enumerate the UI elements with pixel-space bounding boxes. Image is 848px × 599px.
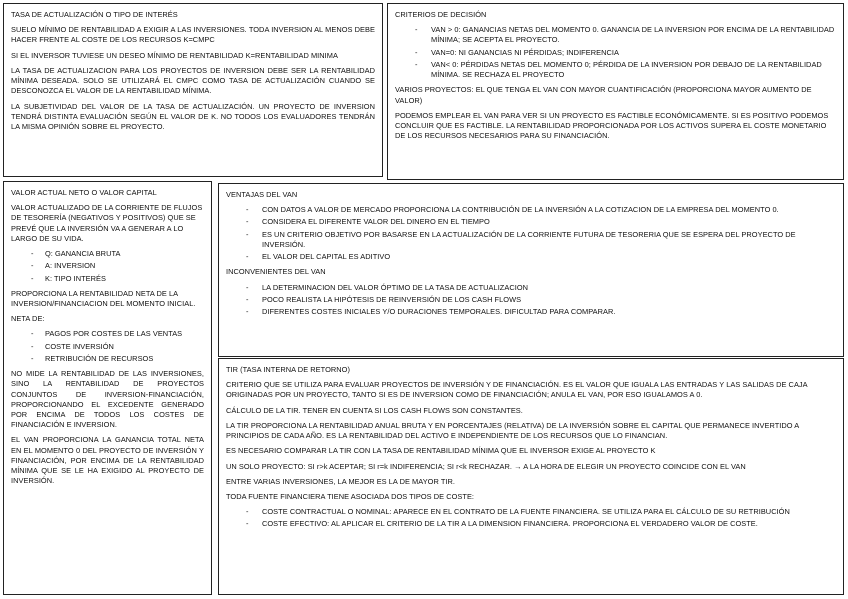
tasa-actualizacion-box xyxy=(3,3,383,177)
ventajas-van-box xyxy=(218,183,844,357)
tasa-title: TASA DE ACTUALIZACIÓN O TIPO DE INTERÉS xyxy=(11,10,178,19)
tir-paragraph-7: TODA FUENTE FINANCIERA TIENE ASOCIADA DOS TIPOS DE COSTE: xyxy=(226,491,475,501)
tir-paragraph-6: ENTRE VARIAS INVERSIONES, LA MEJOR ES LA DE MAYOR TIR. xyxy=(226,476,455,486)
tasa-paragraph-4: LA SUBJETIVIDAD DEL VALOR DE LA TASA DE ACTUALIZACIÓN. UN PROYECTO DE INVERSION TENDRÁ DISTINTA EVALUACIÓN SEGÚN EL VALOR DE K. NO TODOS LOS EVALUADORES TENDRÁN LA MISMA OPINIÓN SOBRE EL PROYECTO. xyxy=(11,101,375,131)
list-item: - CONSIDERA EL DIFERENTE VALOR DEL DINERO EN EL TIEMPO xyxy=(226,217,836,227)
tir-costes-list xyxy=(226,507,836,529)
list-item: - CON DATOS A VALOR DE MERCADO PROPORCIONA LA CONTRIBUCIÓN DE LA INVERSIÓN A LA COTIZACION DE LA EMPRESA DEL MOMENTO 0. xyxy=(226,205,836,215)
list-item: - VAN > 0: GANANCIAS NETAS DEL MOMENTO 0. GANANCIA DE LA INVERSION POR ENCIMA DE LA RENTABILIDAD MÍNIMA; SE ACEPTA EL PROYECTO. xyxy=(395,25,836,45)
list-item: - RETRIBUCIÓN DE RECURSOS xyxy=(11,354,204,364)
ventajas-list xyxy=(226,205,836,262)
list-item: - VAN=0: NI GANANCIAS NI PÉRDIDAS; INDIFERENCIA xyxy=(395,48,836,58)
valor-actual-neto-box xyxy=(3,181,212,595)
list-item: - Q: GANANCIA BRUTA xyxy=(11,249,204,259)
list-item: - POCO REALISTA LA HIPÓTESIS DE REINVERSIÓN DE LOS CASH FLOWS xyxy=(226,295,836,305)
list-item: - COSTE INVERSIÓN xyxy=(11,342,204,352)
van-variables-list xyxy=(11,249,204,284)
tir-paragraph-1: CRITERIO QUE SE UTILIZA PARA EVALUAR PROYECTOS DE INVERSIÓN Y DE FINANCIACIÓN. ES EL VALOR QUE IGUALA LAS ENTRADAS Y LAS SALIDAS DE CAJA ORIGINADAS POR UN PROYECTO, TANTO SI ES DE INVERSION COMO DE FINANCIACIÓN; ANULA EL VAN, POR ESO IGUALAMOS A 0. xyxy=(226,380,808,400)
list-item: - COSTE CONTRACTUAL O NOMINAL: APARECE EN EL CONTRATO DE LA FUENTE FINANCIERA. SE UTILIZA PARA EL CÁLCULO DE SU RETRIBUCIÓN xyxy=(226,507,836,517)
list-item: - K: TIPO INTERÉS xyxy=(11,274,204,284)
tir-paragraph-4: ES NECESARIO COMPARAR LA TIR CON LA TASA DE RENTABILIDAD MÍNIMA QUE EL INVERSOR EXIGE AL PROYECTO K xyxy=(226,446,656,456)
tasa-paragraph-3: LA TASA DE ACTUALIZACION PARA LOS PROYECTOS DE INVERSION DEBE SER LA RENTABILIDAD MÍNIMA DESEADA. SOLO SE UTILIZARÁ EL CMPC COMO TASA DE ACTUALIZACIÓN CUANDO SE DESCONOZCA EL VALOR DE LA RENTABILIDAD MÍNIMA. xyxy=(11,65,375,96)
tir-paragraph-5: UN SOLO PROYECTO: SI r>k ACEPTAR; SI r=k INDIFERENCIA; SI r<k RECHAZAR. → A LA HORA DE ELEGIR UN PROYECTO COINCIDE CON EL VAN xyxy=(226,461,746,471)
tir-paragraph-3: LA TIR PROPORCIONA LA RENTABILIDAD ANUAL BRUTA Y EN PORCENTAJES (RELATIVA) DE LA INVERSIÓN SOBRE EL CAPITAL QUE PERMANECE INVERTIDO A PRINCIPIOS DE CADA AÑO. ES LA RENTABILIDAD DEL ACTIVO E INDEPENDIENTE DE LOS RECURSOS QUE LO FINANCIAN. xyxy=(226,420,799,441)
van-paragraph-3: NO MIDE LA RENTABILIDAD DE LAS INVERSIONES, SINO LA RENTABILIDAD DE PROYECTOS CONJUNTOS DE INVERSION-FINANCIACIÓN, PROPORCIONANDO EL EXCEDENTE GENERADO POR ENCIMA DE TODOS LOS COSTES DE FINANCIACIÓN E INVERSION. xyxy=(11,369,204,430)
criterios-title: CRITERIOS DE DECISIÓN xyxy=(395,10,487,19)
list-item: - DIFERENTES COSTES INICIALES Y/O DURACIONES TEMPORALES. DIFICULTAD PARA COMPARAR. xyxy=(226,307,836,317)
inconvenientes-list xyxy=(226,283,836,318)
criterios-paragraph-2: PODEMOS EMPLEAR EL VAN PARA VER SI UN PROYECTO ES FACTIBLE ECONÓMICAMENTE. SI ES POSITIVO PODEMOS CONCLUIR QUE ES FACTIBLE. LA RENTABILIDAD PROPORCIONADA POR LOS ACTIVOS SUPERA EL COSTE MONETARIO DE LOS RECURSOS NECESARIOS PARA SU FINANCIACIÓN. xyxy=(395,110,829,141)
list-item: - VAN< 0: PÉRDIDAS NETAS DEL MOMENTO 0; PÉRDIDA DE LA INVERSION POR DEBAJO DE LA RENTABILIDAD MÍNIMA. SE RECHAZA EL PROYECTO xyxy=(395,60,836,80)
criterios-list xyxy=(395,25,836,80)
van-paragraph-2: PROPORCIONA LA RENTABILIDAD NETA DE LA INVERSION/FINANCIACION DEL MOMENTO INICIAL. xyxy=(11,288,196,308)
list-item: - PAGOS POR COSTES DE LAS VENTAS xyxy=(11,329,204,339)
inconvenientes-title: INCONVENIENTES DEL VAN xyxy=(226,267,326,277)
tir-title: TIR (TASA INTERNA DE RETORNO) xyxy=(226,365,350,374)
tir-box xyxy=(218,358,844,595)
ventajas-title: VENTAJAS DEL VAN xyxy=(226,190,298,199)
tasa-paragraph-1: SUELO MÍNIMO DE RENTABILIDAD A EXIGIR A LAS INVERSIONES. TODA INVERSION AL MENOS DEBE HACER FRENTE AL COSTE DE LOS RECURSOS K=CMPC xyxy=(11,25,375,45)
criterios-decision-box xyxy=(387,3,844,180)
van-paragraph-4: EL VAN PROPORCIONA LA GANANCIA TOTAL NETA EN EL MOMENTO 0 DEL PROYECTO DE INVERSIÓN Y FINANCIACIÓN, POR ENCIMA DE LA RENTABILIDAD MÍNIMA QUE SE LE HA EXIGIDO AL PROYECTO DE INVERSIÓN. xyxy=(11,435,204,486)
van-neta-label: NETA DE: xyxy=(11,314,45,324)
tir-paragraph-2: CÁLCULO DE LA TIR. TENER EN CUENTA SI LOS CASH FLOWS SON CONSTANTES. xyxy=(226,405,523,415)
tasa-paragraph-2: SI EL INVERSOR TUVIESE UN DESEO MÍNIMO DE RENTABILIDAD K=RENTABILIDAD MINIMA xyxy=(11,50,338,60)
list-item: - LA DETERMINACION DEL VALOR ÓPTIMO DE LA TASA DE ACTUALIZACION xyxy=(226,283,836,293)
list-item: - ES UN CRITERIO OBJETIVO POR BASARSE EN LA ACTUALIZACIÓN DE LA CORRIENTE FUTURA DE TESORERIA QUE SE ESPERA DEL PROYECTO DE INVERSIÓN. xyxy=(226,230,836,250)
list-item: - EL VALOR DEL CAPITAL ES ADITIVO xyxy=(226,252,836,262)
list-item: - COSTE EFECTIVO: AL APLICAR EL CRITERIO DE LA TIR A LA DIMENSION FINANCIERA. PROPORCIONA EL VERDADERO VALOR DE COSTE. xyxy=(226,519,836,529)
van-neta-list xyxy=(11,329,204,364)
van-paragraph-1: VALOR ACTUALIZADO DE LA CORRIENTE DE FLUJOS DE TESORERÍA (NEGATIVOS Y POSITIVOS) QUE SE PREVÉ QUE LA INVERSIÓN VA A GENERAR A LO LARGO DE SU VIDA. xyxy=(11,203,203,243)
criterios-paragraph-1: VARIOS PROYECTOS: EL QUE TENGA EL VAN CON MAYOR CUANTIFICACIÓN (PROPORCIONA MAYOR AUMENTO DE VALOR) xyxy=(395,85,812,105)
van-title: VALOR ACTUAL NETO O VALOR CAPITAL xyxy=(11,188,157,197)
list-item: - A: INVERSION xyxy=(11,261,204,271)
